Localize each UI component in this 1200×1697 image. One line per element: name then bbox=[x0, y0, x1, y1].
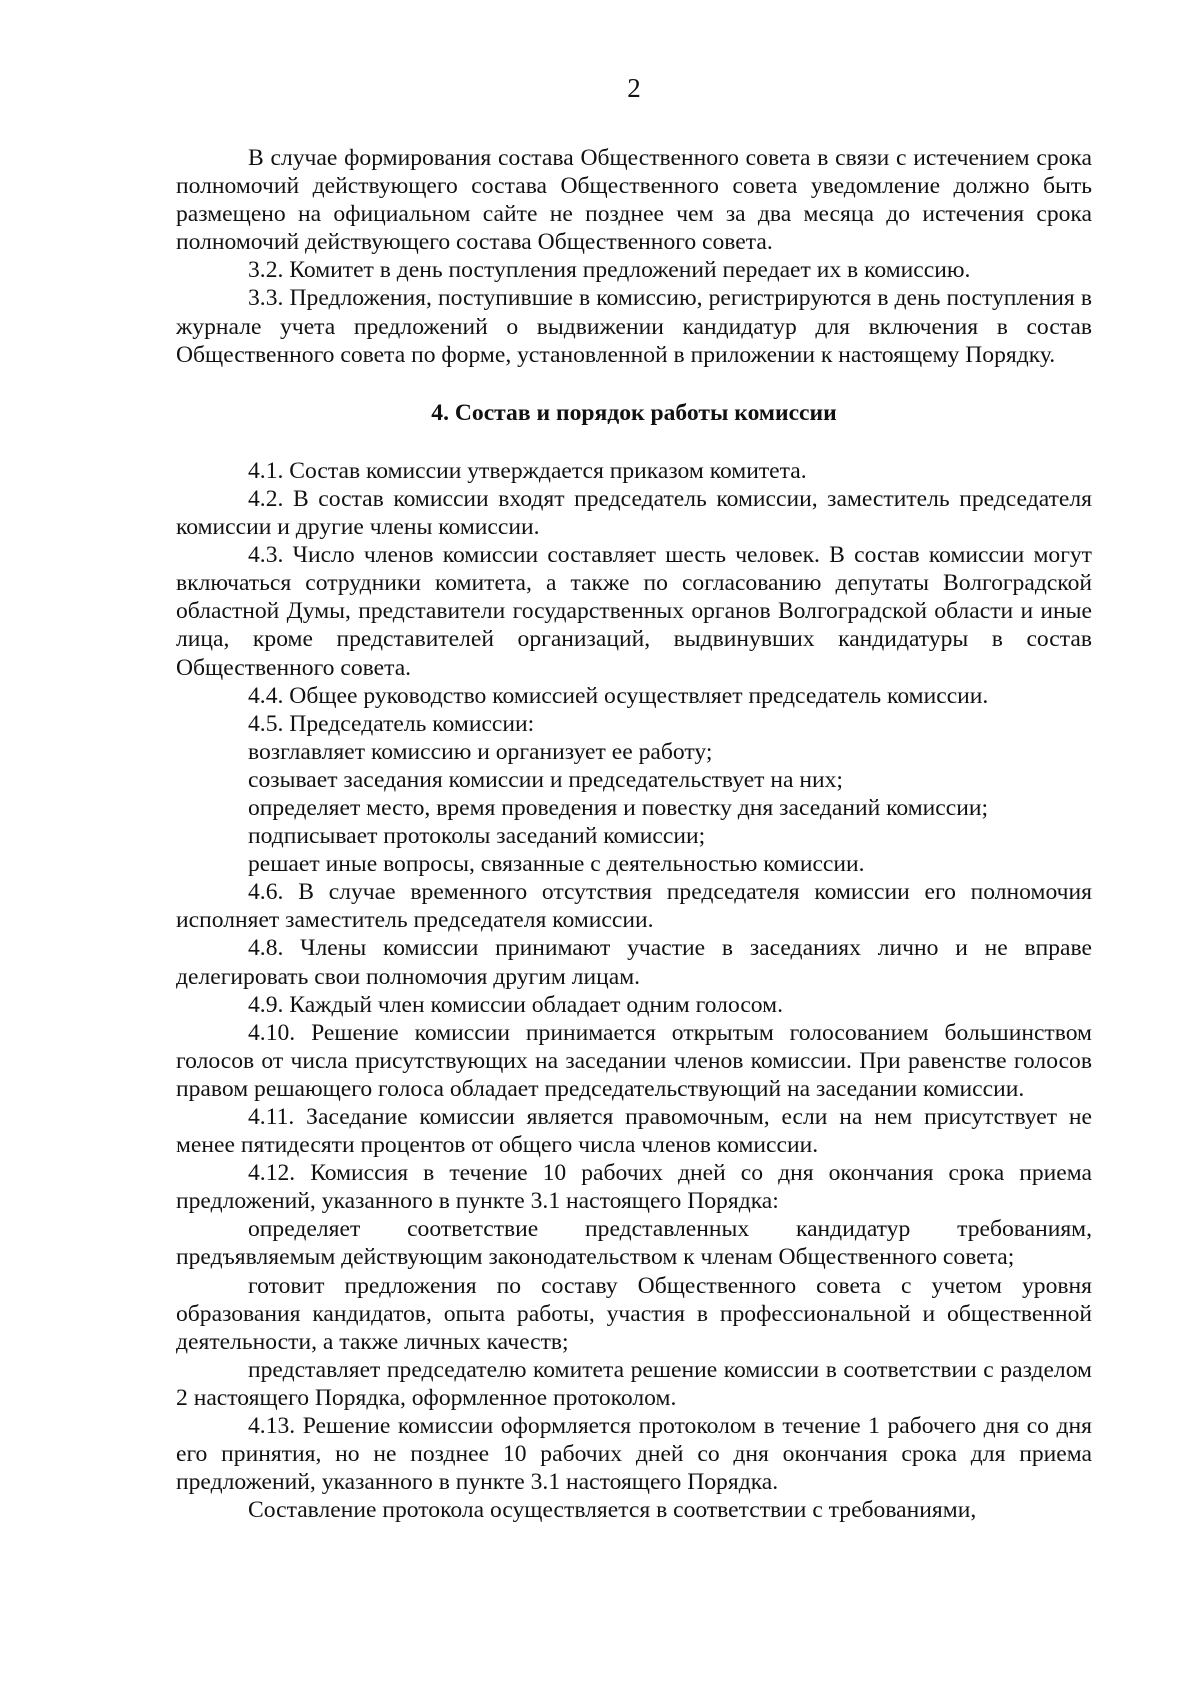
paragraph-4-1: 4.1. Состав комиссии утверждается приказом комитета. bbox=[248, 457, 807, 484]
paragraph-4-4: 4.4. Общее руководство комиссией осуществляет председатель комиссии. bbox=[248, 682, 989, 709]
paragraph-4-2: 4.2. В состав комиссии входят председатель комиссии, заместитель председателя комиссии и другие члены комиссии. bbox=[176, 485, 1092, 541]
list-item: решает иные вопросы, связанные с деятельностью комиссии. bbox=[248, 851, 865, 878]
list-item: подписывает протоколы заседаний комиссии; bbox=[248, 823, 706, 850]
paragraph-4-13: 4.13. Решение комиссии оформляется протоколом в течение 1 рабочего дня со дня его принятия, но не позднее 10 рабочих дней со дня окончания срока для приема предложений, указанного в пункте 3.1 настоящего Порядка. bbox=[176, 1413, 1092, 1496]
paragraph-3-2: 3.2. Комитет в день поступления предложений передает их в комиссию. bbox=[248, 257, 971, 284]
paragraph-4-5: 4.5. Председатель комиссии: bbox=[248, 710, 535, 737]
paragraph-4-3: 4.3. Число членов комиссии составляет шесть человек. В состав комиссии могут включаться сотрудники комитета, а также по согласованию депутаты Волгоградской областной Думы, представители государственных органов Волгоградской области и иные лица, кроме представителей организаций, выдвинувших кандидатуры в состав Общественного совета. bbox=[176, 542, 1092, 681]
paragraph-4-11: 4.11. Заседание комиссии является правомочным, если на нем присутствует не менее пятидесяти процентов от общего числа членов комиссии. bbox=[176, 1104, 1092, 1159]
section-4-heading: 4. Состав и порядок работы комиссии bbox=[431, 399, 837, 426]
paragraph-4-12: 4.12. Комиссия в течение 10 рабочих дней со дня окончания срока приема предложений, указанного в пункте 3.1 настоящего Порядка: bbox=[176, 1160, 1092, 1215]
page-number: 2 bbox=[627, 73, 641, 103]
paragraph-4-6: 4.6. В случае временного отсутствия председателя комиссии его полномочия исполняет заместитель председателя комиссии. bbox=[176, 879, 1092, 934]
paragraph-3-1-continuation: В случае формирования состава Общественного совета в связи с истечением срока полномочий действующего состава Общественного совета уведомление должно быть размещено на официальном сайте не позднее чем за два месяца до истечения срока полномочий действующего состава Общественного совета. bbox=[176, 145, 1092, 256]
document-page bbox=[176, 70, 1092, 1524]
list-item: созывает заседания комиссии и председательствует на них; bbox=[248, 766, 843, 793]
paragraph-3-3: 3.3. Предложения, поступившие в комиссию, регистрируются в день поступления в журнале учета предложений о выдвижении кандидатур для включения в состав Общественного совета по форме, установленной в приложении к настоящему Порядку. bbox=[176, 285, 1092, 368]
paragraph-4-8: 4.8. Члены комиссии принимают участие в заседаниях лично и не вправе делегировать свои полномочия другим лицам. bbox=[176, 935, 1092, 990]
list-item: возглавляет комиссию и организует ее работу; bbox=[248, 738, 713, 765]
list-item: определяет место, время проведения и повестку дня заседаний комиссии; bbox=[248, 794, 989, 821]
list-item: готовит предложения по составу Общественного совета с учетом уровня образования кандидатов, опыта работы, участия в профессиональной и общественной деятельности, а также личных качеств; bbox=[176, 1272, 1092, 1355]
list-item: определяет соответствие представленных кандидатур требованиям, предъявляемым действующим законодательством к членам Общественного совета; bbox=[176, 1216, 1092, 1271]
paragraph-4-9: 4.9. Каждый член комиссии обладает одним голосом. bbox=[248, 991, 783, 1018]
paragraph-4-10: 4.10. Решение комиссии принимается открытым голосованием большинством голосов от числа присутствующих на заседании членов комиссии. При равенстве голосов правом решающего голоса обладает председательствующий на заседании комиссии. bbox=[176, 1019, 1092, 1102]
list-item: представляет председателю комитета решение комиссии в соответствии с разделом 2 настоящего Порядка, оформленное протоколом. bbox=[176, 1356, 1092, 1411]
paragraph-protocol: Составление протокола осуществляется в соответствии с требованиями, bbox=[248, 1497, 977, 1524]
